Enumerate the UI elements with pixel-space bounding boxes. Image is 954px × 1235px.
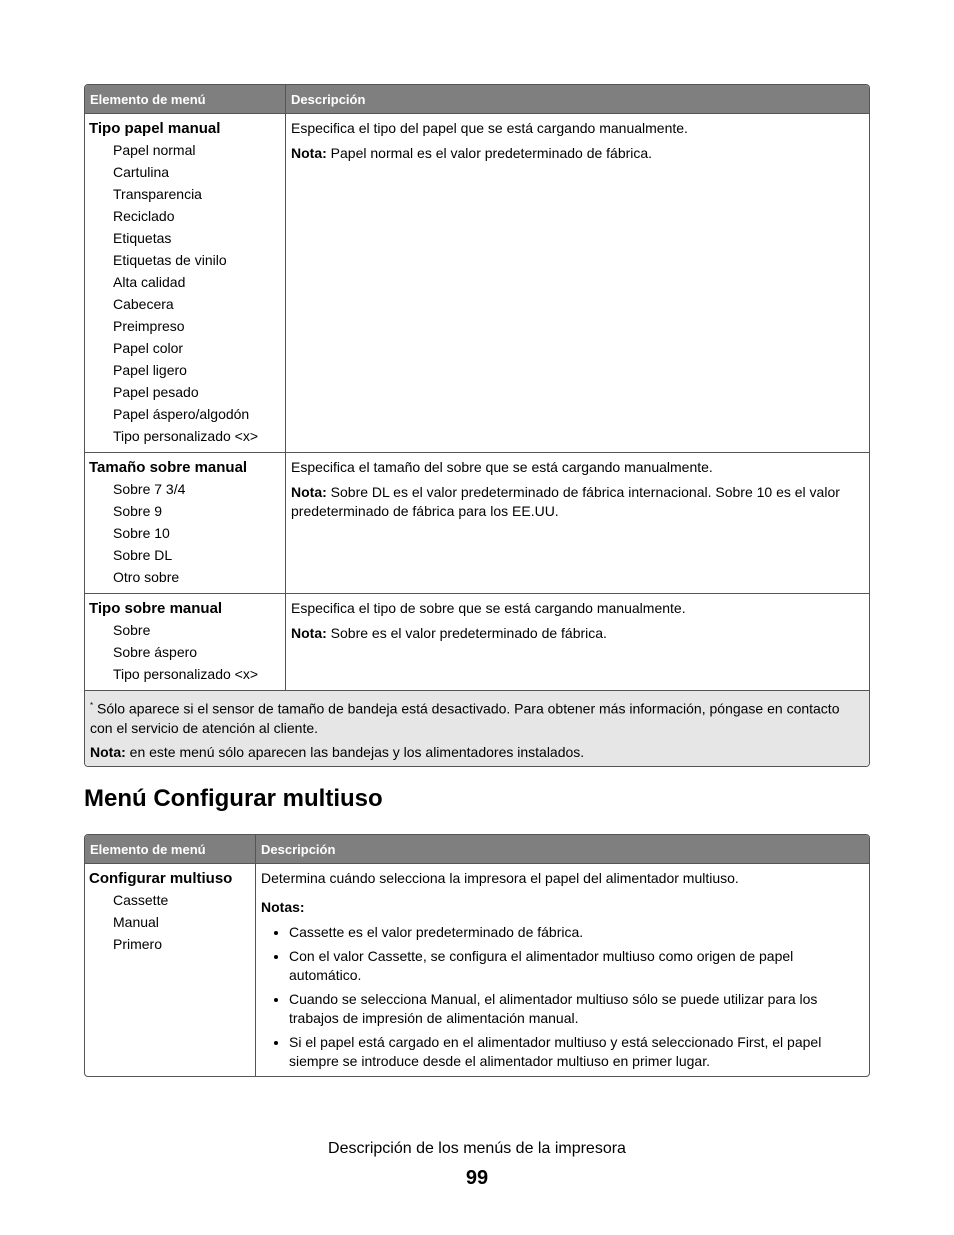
menu-item-title: Configurar multiuso	[89, 870, 233, 887]
note-label: Nota:	[291, 484, 327, 500]
description-text: Especifica el tipo de sobre que se está cargando manualmente.	[291, 600, 686, 616]
note-label: Nota:	[291, 145, 327, 161]
menu-option: Cassette	[113, 892, 169, 908]
note-text: Papel normal es el valor predeterminado de fábrica.	[326, 145, 653, 161]
menu-item-title: Tipo sobre manual	[89, 600, 223, 617]
list-item: • Cassette es el valor predeterminado de fábrica.	[289, 923, 865, 942]
menu-option: Reciclado	[113, 208, 175, 224]
footnote-mark: *	[90, 701, 94, 710]
table-row	[85, 113, 869, 452]
description-note	[291, 144, 865, 163]
list-item: • Con el valor Cassette, se configura el alimentador multiuso como origen de papel automático.	[289, 947, 865, 985]
list-item: • Si el papel está cargado en el alimentador multiuso y está seleccionado First, el papel siempre se introduce desde el alimentador multiuso en primer lugar.	[289, 1033, 865, 1071]
footnote-body: Sólo aparece si el sensor de tamaño de bandeja está desactivado. Para obtener más información, póngase en contacto con el servicio de atención al cliente.	[90, 700, 840, 736]
note-text: en este menú sólo aparecen las bandejas y los alimentadores instalados.	[125, 743, 585, 760]
column-header-description: Descripción	[291, 92, 366, 107]
note-text: Sobre es el valor predeterminado de fábrica.	[326, 625, 607, 641]
menu-option: Otro sobre	[113, 569, 180, 585]
menu-option: Preimpreso	[113, 318, 185, 334]
table-row	[85, 593, 869, 690]
description-text: Determina cuándo selecciona la impresora el papel del alimentador multiuso.	[261, 870, 739, 886]
menu-option: Tipo personalizado <x>	[113, 428, 259, 444]
description-note	[291, 483, 865, 521]
menu-option: Alta calidad	[113, 274, 186, 290]
description-text: Especifica el tamaño del sobre que se está cargando manualmente.	[291, 459, 713, 475]
column-header-description: Descripción	[261, 842, 336, 857]
column-header-item: Elemento de menú	[85, 85, 286, 113]
menu-option: Papel ligero	[113, 362, 187, 378]
section-title: Menú Configurar multiuso	[84, 785, 383, 812]
menu-option: Cartulina	[113, 164, 170, 180]
menu-table-1	[84, 84, 870, 767]
footer-title: Descripción de los menús de la impresora	[328, 1140, 626, 1157]
menu-option: Sobre 7 3/4	[113, 481, 186, 497]
note-label: Nota:	[90, 743, 126, 760]
description-note	[291, 624, 865, 643]
menu-option: Sobre 10	[113, 525, 170, 541]
table-footnote	[85, 690, 869, 766]
menu-option: Papel normal	[113, 142, 196, 158]
list-item: • Cuando se selecciona Manual, el alimentador multiuso sólo se puede utilizar para los trabajos de impresión de alimentación manual.	[289, 990, 865, 1028]
column-header-item: Elemento de menú	[85, 835, 256, 863]
notes-label-text: Notas:	[261, 899, 305, 915]
menu-option: Primero	[113, 936, 163, 952]
menu-option: Etiquetas de vinilo	[113, 252, 227, 268]
menu-option: Sobre	[113, 622, 151, 638]
menu-option: Sobre áspero	[113, 644, 198, 660]
description-text: Especifica el tipo del papel que se está cargando manualmente.	[291, 120, 688, 136]
notes-label	[261, 898, 865, 917]
menu-item-title: Tipo papel manual	[89, 120, 221, 137]
menu-option: Papel pesado	[113, 384, 199, 400]
menu-option: Tipo personalizado <x>	[113, 666, 259, 682]
table-header	[85, 85, 869, 113]
notes-list	[261, 923, 865, 1071]
menu-option: Sobre 9	[113, 503, 163, 519]
table-header	[85, 835, 869, 863]
menu-option: Manual	[113, 914, 159, 930]
page-number: 99	[465, 1167, 489, 1189]
menu-option: Papel áspero/algodón	[113, 406, 250, 422]
menu-option: Papel color	[113, 340, 184, 356]
menu-option: Transparencia	[113, 186, 202, 202]
menu-option: Etiquetas	[113, 230, 172, 246]
menu-option: Sobre DL	[113, 547, 173, 563]
note-label: Nota:	[291, 625, 327, 641]
footer-note	[90, 743, 865, 762]
note-text: Sobre DL es el valor predeterminado de fábrica internacional. Sobre 10 es el valor predeterminado de fábrica para los EE.UU.	[291, 484, 840, 519]
menu-option: Cabecera	[113, 296, 174, 312]
menu-item-title: Tamaño sobre manual	[89, 459, 248, 476]
menu-table-2	[84, 834, 870, 1077]
footnote-text	[90, 696, 865, 738]
table-row	[85, 452, 869, 593]
table-row	[85, 863, 869, 1076]
